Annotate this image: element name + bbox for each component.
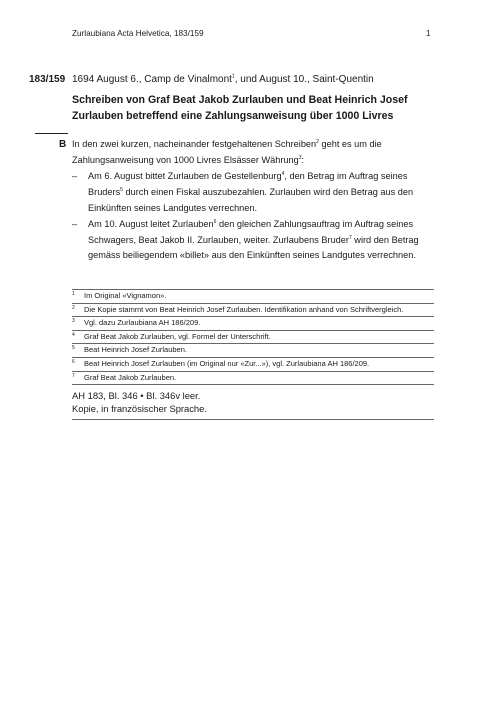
section-label: B: [59, 139, 67, 150]
footnote: [72, 331, 434, 345]
footnote-ref-1[interactable]: 1: [231, 73, 235, 80]
summary-body: [72, 137, 432, 264]
bullet2-text-1: Am 10. August leitet Zurlauben: [88, 218, 214, 229]
footnote-number: 6: [72, 358, 75, 365]
footnote-text: Graf Beat Jakob Zurlauben, vgl. Formel der Unterschrift.: [84, 331, 271, 341]
running-title: Zurlaubiana Acta Helvetica, 183/159: [72, 29, 204, 38]
footnote-number: 5: [72, 345, 75, 352]
date-text: 1694 August 6., Camp de Vinalmont: [72, 74, 232, 85]
footnote-number: 2: [72, 304, 75, 311]
footnote: [72, 290, 434, 304]
bullet2-text-3: wird den Betrag gemäss beiliegendem «billet» aus den Einkünften seines Landgutes verrechnen.: [88, 234, 419, 261]
footnote-text: Beat Heinrich Josef Zurlauben (im Original nur «Zur...»), vgl. Zurlaubiana AH 186/209.: [84, 358, 370, 368]
footnote-ref-7[interactable]: 7: [348, 234, 352, 241]
bullet1-text-3: durch einen Fiskal auszubezahlen. Zurlauben wird den Betrag aus den Einkünften seines Landgutes verrechnen.: [88, 187, 414, 213]
shelfmark: [72, 390, 434, 415]
intro-paragraph: [72, 137, 432, 169]
bullet-item-1: [72, 169, 432, 216]
footnote-number: 4: [72, 331, 75, 338]
bullet1-text-2: , den Betrag im Auftrag seines Bruders: [88, 171, 408, 198]
footnote: [72, 304, 434, 318]
shelfmark-line-1: AH 183, Bl. 346 • Bl. 346v leer.: [72, 390, 201, 401]
footnote-number: 7: [72, 372, 75, 379]
bullet2-text-2: den gleichen Zahlungsauftrag im Auftrag seines Schwagers, Beat Jakob II. Zurlauben, weiter. Zurlaubens Bruder: [88, 218, 414, 245]
bullet-item-2: [72, 217, 432, 264]
page-number: 1: [426, 29, 431, 38]
date-line: [72, 74, 374, 85]
document-number: 183/159: [29, 74, 66, 85]
footnote-text: Beat Heinrich Josef Zurlauben.: [84, 345, 187, 355]
footnote-text: Die Kopie stammt von Beat Heinrich Josef Zurlauben. Identifikation anhand von Schriftvergleich.: [84, 304, 404, 314]
place-text: , und August 10., Saint-Quentin: [234, 74, 374, 85]
footnote-ref-4[interactable]: 4: [281, 171, 285, 178]
footnote: [72, 317, 434, 331]
footnote-ref-5[interactable]: 5: [120, 187, 123, 194]
footnote-text: Vgl. dazu Zurlaubiana AH 186/209.: [84, 318, 201, 328]
footnote-number: 3: [72, 318, 75, 325]
section-divider: [35, 133, 68, 134]
dash-bullet: –: [72, 171, 78, 182]
intro-text-3: :: [301, 154, 305, 165]
footnote-ref-3[interactable]: 3: [298, 154, 302, 161]
intro-text-1: In den zwei kurzen, nacheinander festgehaltenen Schreiben: [72, 139, 317, 149]
footnote: [72, 358, 434, 372]
footnote-text: Graf Beat Jakob Zurlauben.: [84, 372, 177, 382]
footnote: [72, 344, 434, 358]
closing-rule: [72, 419, 434, 420]
footnote-ref-2[interactable]: 2: [316, 138, 319, 145]
footnote-text: Im Original «Vignamon».: [84, 291, 167, 300]
footnote: [72, 372, 434, 386]
intro-text-2: geht es um die Zahlungsanweisung von 1000 Livres Elsässer Währung: [72, 139, 382, 165]
dash-bullet: –: [72, 218, 78, 229]
footnote-ref-6[interactable]: 6: [213, 218, 217, 225]
document-title: Schreiben von Graf Beat Jakob Zurlauben und Beat Heinrich Josef Zurlauben betreffend eine Zahlungsanweisung über 1000 Livres: [72, 94, 408, 122]
footnotes: [72, 289, 434, 385]
shelfmark-line-2: Kopie, in französischer Sprache.: [72, 402, 207, 414]
footnote-number: 1: [72, 291, 75, 297]
bullet1-text-1: Am 6. August bittet Zurlauben de Gestellenburg: [88, 171, 282, 182]
